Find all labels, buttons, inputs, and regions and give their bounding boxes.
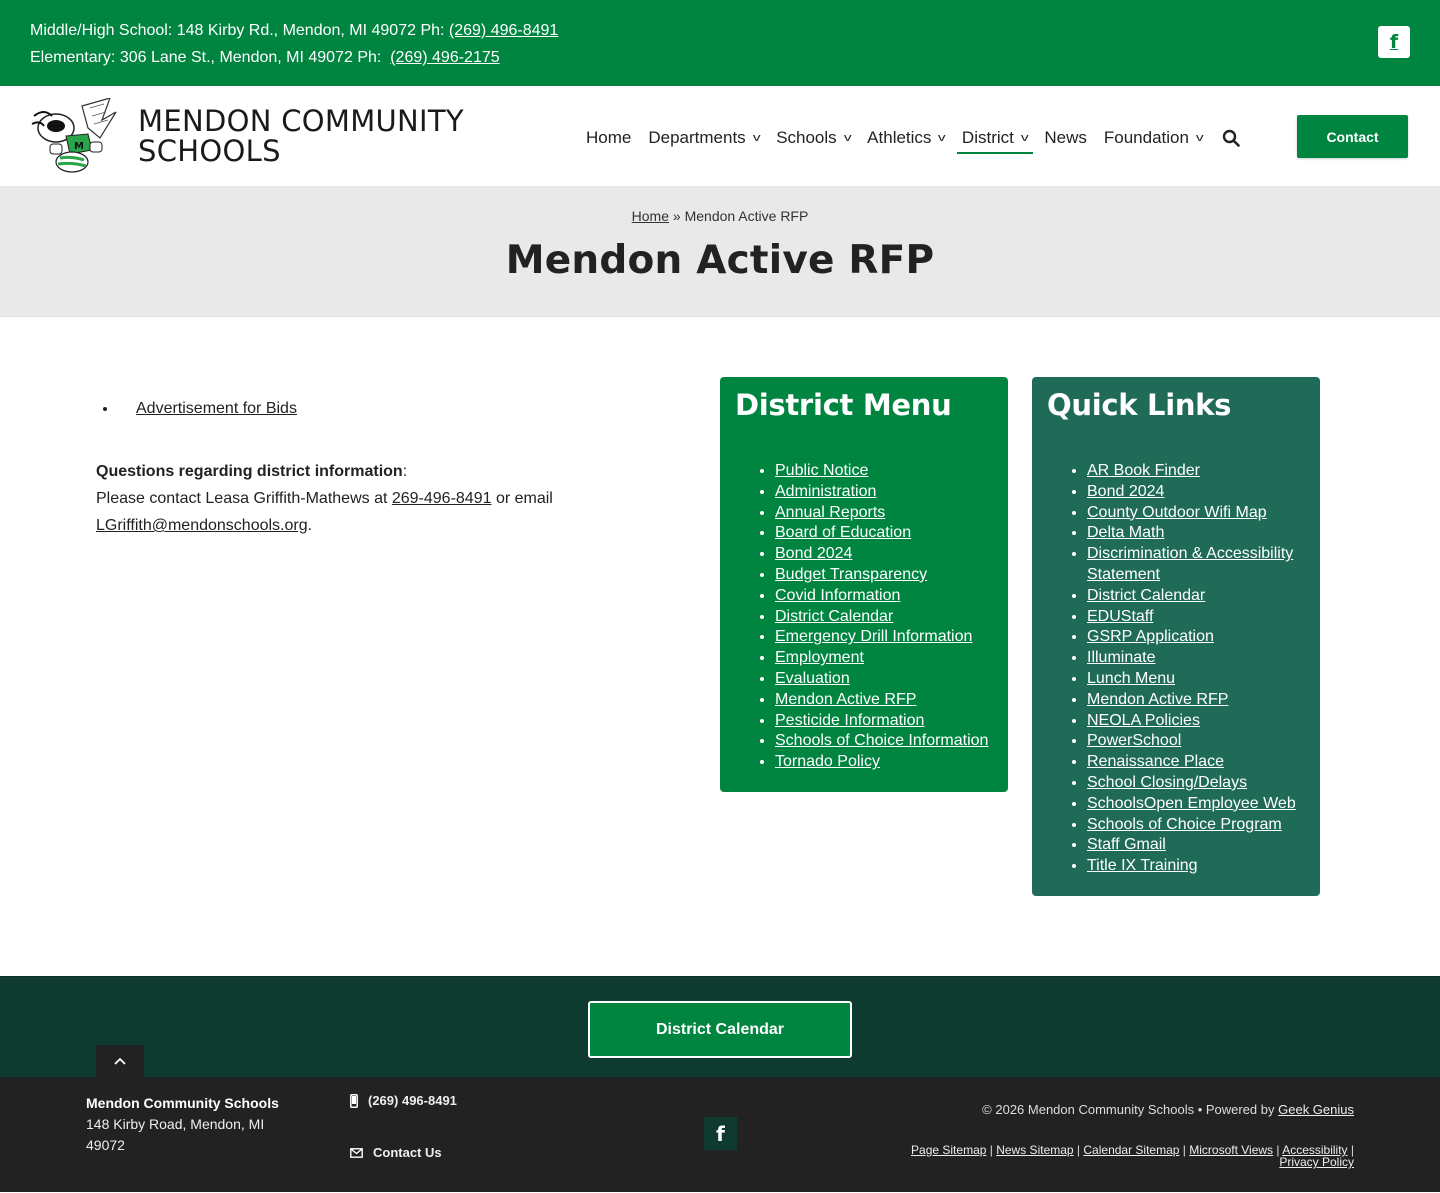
footer-contact-us-link[interactable]: Contact Us — [350, 1145, 442, 1160]
list-item — [775, 565, 993, 586]
list-item — [1087, 731, 1305, 752]
district-menu-link[interactable]: Emergency Drill Information — [775, 628, 973, 646]
list-item — [1087, 835, 1305, 856]
list-item — [775, 544, 993, 565]
top-contact-bar — [0, 0, 1440, 86]
list-item — [775, 752, 993, 773]
footer-phone-link[interactable]: (269) 496-8491 — [350, 1093, 457, 1108]
quick-link[interactable]: Delta Math — [1087, 524, 1165, 542]
footer-sitemap-links: Page Sitemap | News Sitemap | Calendar Sitemap | Microsoft Views | Accessibility | Privacy Policy — [911, 1143, 1354, 1169]
search-icon[interactable] — [1222, 129, 1240, 147]
list-item — [1087, 627, 1305, 648]
nav-athletics[interactable]: Athletics v — [867, 128, 947, 147]
accessibility-link[interactable]: Accessibility — [1282, 1143, 1348, 1157]
list-item — [1087, 773, 1305, 794]
hornet-mascot-logo[interactable] — [30, 98, 118, 174]
geek-genius-link[interactable]: Geek Genius — [1278, 1102, 1354, 1117]
list-item — [1087, 794, 1305, 815]
list-item — [1087, 711, 1305, 732]
district-menu-link[interactable]: District Calendar — [775, 607, 894, 625]
list-item — [1087, 856, 1305, 877]
list-item — [775, 503, 993, 524]
breadcrumb-home-link[interactable]: Home — [631, 208, 670, 224]
quick-links-list — [1087, 461, 1305, 877]
list-item — [775, 607, 993, 628]
calendar-sitemap-link[interactable]: Calendar Sitemap — [1083, 1143, 1180, 1157]
nav-departments[interactable]: Departments v — [648, 128, 761, 147]
page-content — [96, 395, 656, 539]
list-item — [1087, 648, 1305, 669]
quick-link[interactable]: Discrimination & Accessibility Statement — [1087, 545, 1294, 583]
quick-link[interactable]: GSRP Application — [1087, 628, 1214, 646]
district-menu-link[interactable]: Board of Education — [775, 524, 912, 542]
list-item — [1087, 586, 1305, 607]
nav-district[interactable]: District v — [962, 124, 1027, 152]
contact-phone-link[interactable]: 269-496-8491 — [391, 490, 492, 507]
list-item — [1087, 752, 1305, 773]
list-item — [775, 586, 993, 607]
quick-link[interactable]: Mendon Active RFP — [1087, 690, 1229, 708]
list-item — [775, 690, 993, 711]
nav-news[interactable]: News — [1044, 128, 1087, 147]
chevron-down-icon: v — [752, 132, 761, 144]
microsoft-views-link[interactable]: Microsoft Views — [1189, 1143, 1274, 1157]
district-menu-link[interactable]: Schools of Choice Information — [775, 732, 989, 750]
district-menu-link[interactable]: Evaluation — [775, 669, 850, 687]
middle-high-phone-link[interactable]: (269) 496-8491 — [448, 22, 559, 39]
quick-link[interactable]: Schools of Choice Program — [1087, 815, 1282, 833]
chevron-down-icon: v — [1020, 132, 1029, 144]
footer-facebook-icon[interactable]: f — [704, 1117, 737, 1150]
district-menu-link[interactable]: Tornado Policy — [775, 753, 880, 771]
privacy-policy-link[interactable]: Privacy Policy — [1279, 1155, 1354, 1169]
district-menu-link[interactable]: Annual Reports — [775, 503, 886, 521]
list-item — [1087, 482, 1305, 503]
quick-links-title: Quick Links — [1047, 388, 1232, 422]
quick-link[interactable]: Bond 2024 — [1087, 482, 1165, 500]
facebook-icon[interactable]: f — [1378, 26, 1410, 58]
list-item — [1087, 523, 1305, 544]
page-sitemap-link[interactable]: Page Sitemap — [911, 1143, 987, 1157]
site-header — [0, 86, 1440, 186]
main-nav — [586, 124, 1240, 152]
list-item — [775, 482, 993, 503]
list-item — [775, 523, 993, 544]
site-footer — [0, 1077, 1440, 1192]
district-menu-list — [775, 461, 993, 773]
quick-link[interactable]: District Calendar — [1087, 586, 1206, 604]
list-item — [775, 461, 993, 482]
page-title: Mendon Active RFP — [505, 238, 935, 283]
news-sitemap-link[interactable]: News Sitemap — [996, 1143, 1074, 1157]
nav-home[interactable]: Home — [586, 128, 632, 147]
contact-button[interactable]: Contact — [1297, 115, 1408, 158]
list-item — [1087, 669, 1305, 690]
quick-link[interactable]: Illuminate — [1087, 649, 1156, 667]
quick-link[interactable]: Staff Gmail — [1087, 836, 1166, 854]
district-menu-link[interactable]: Budget Transparency — [775, 565, 928, 583]
school-contacts — [30, 17, 558, 71]
envelope-icon — [350, 1148, 363, 1158]
district-menu-title: District Menu — [735, 388, 952, 422]
quick-link[interactable]: NEOLA Policies — [1087, 711, 1200, 729]
list-item — [775, 711, 993, 732]
district-menu-link[interactable]: Bond 2024 — [775, 545, 853, 563]
scroll-to-top-button[interactable] — [96, 1045, 144, 1078]
breadcrumb: Home » Mendon Active RFP — [631, 208, 809, 224]
mobile-phone-icon — [350, 1094, 358, 1108]
quick-link[interactable]: EDUStaff — [1087, 607, 1154, 625]
advertisement-for-bids-link[interactable]: Advertisement for Bids — [136, 400, 297, 417]
nav-foundation[interactable]: Foundation v — [1103, 128, 1204, 147]
quick-links-panel — [1032, 377, 1320, 896]
chevron-up-icon — [113, 1057, 127, 1066]
list-item — [1087, 461, 1305, 482]
list-item — [775, 669, 993, 690]
quick-link[interactable]: School Closing/Delays — [1087, 773, 1248, 791]
elementary-contact: Elementary: 306 Lane St., Mendon, MI 49072 Ph: (269) 496-2175 — [30, 49, 500, 66]
district-menu-panel — [720, 377, 1008, 792]
breadcrumb-current: Mendon Active RFP — [684, 208, 809, 224]
svg-text:M: M — [74, 141, 84, 152]
quick-link[interactable]: SchoolsOpen Employee Web — [1087, 794, 1296, 812]
site-brand-name[interactable]: MENDON COMMUNITY SCHOOLS — [138, 104, 464, 168]
quick-link[interactable]: Title IX Training — [1087, 857, 1198, 875]
list-item — [775, 627, 993, 648]
main-content-area — [0, 317, 1440, 976]
footer-address: Mendon Community Schools 148 Kirby Road, Mendon, MI 49072 — [86, 1095, 279, 1153]
list-item — [1087, 503, 1305, 524]
chevron-down-icon: v — [938, 132, 947, 144]
list-item — [118, 395, 656, 422]
list-item — [775, 648, 993, 669]
district-menu-link[interactable]: Public Notice — [775, 462, 869, 479]
list-item — [1087, 544, 1305, 586]
list-item — [1087, 607, 1305, 628]
nav-schools[interactable]: Schools v — [776, 128, 852, 147]
copyright: © 2026 Mendon Community Schools • Powered by Geek Genius — [982, 1102, 1354, 1117]
document-list — [118, 395, 656, 422]
quick-link[interactable]: County Outdoor Wifi Map — [1087, 503, 1267, 521]
district-menu-link[interactable]: Pesticide Information — [775, 711, 925, 729]
district-menu-link[interactable]: Mendon Active RFP — [775, 690, 917, 708]
contact-info: Questions regarding district information: Please contact Leasa Griffith-Mathews at 269-496-8491 or email LGriffith@mendonschools.org. — [96, 463, 553, 534]
contact-email-link[interactable]: LGriffith@mendonschools.org — [96, 517, 308, 534]
quick-link[interactable]: AR Book Finder — [1087, 462, 1200, 479]
district-menu-link[interactable]: Administration — [775, 482, 877, 500]
district-menu-link[interactable]: Covid Information — [775, 586, 901, 604]
chevron-down-icon: v — [1195, 132, 1204, 144]
list-item — [1087, 690, 1305, 711]
district-calendar-button[interactable]: District Calendar — [588, 1001, 852, 1058]
quick-link[interactable]: PowerSchool — [1087, 732, 1182, 750]
chevron-down-icon: v — [843, 132, 852, 144]
elementary-phone-link[interactable]: (269) 496-2175 — [390, 49, 500, 66]
footer-cta-band — [0, 976, 1440, 1077]
middle-high-contact: Middle/High School: 148 Kirby Rd., Mendon, MI 49072 Ph: (269) 496-8491 — [30, 22, 559, 39]
list-item — [775, 731, 993, 752]
quick-link[interactable]: Renaissance Place — [1087, 753, 1224, 771]
district-menu-link[interactable]: Employment — [775, 649, 864, 667]
page-title-bar — [0, 186, 1440, 317]
list-item — [1087, 815, 1305, 836]
quick-link[interactable]: Lunch Menu — [1087, 669, 1176, 687]
